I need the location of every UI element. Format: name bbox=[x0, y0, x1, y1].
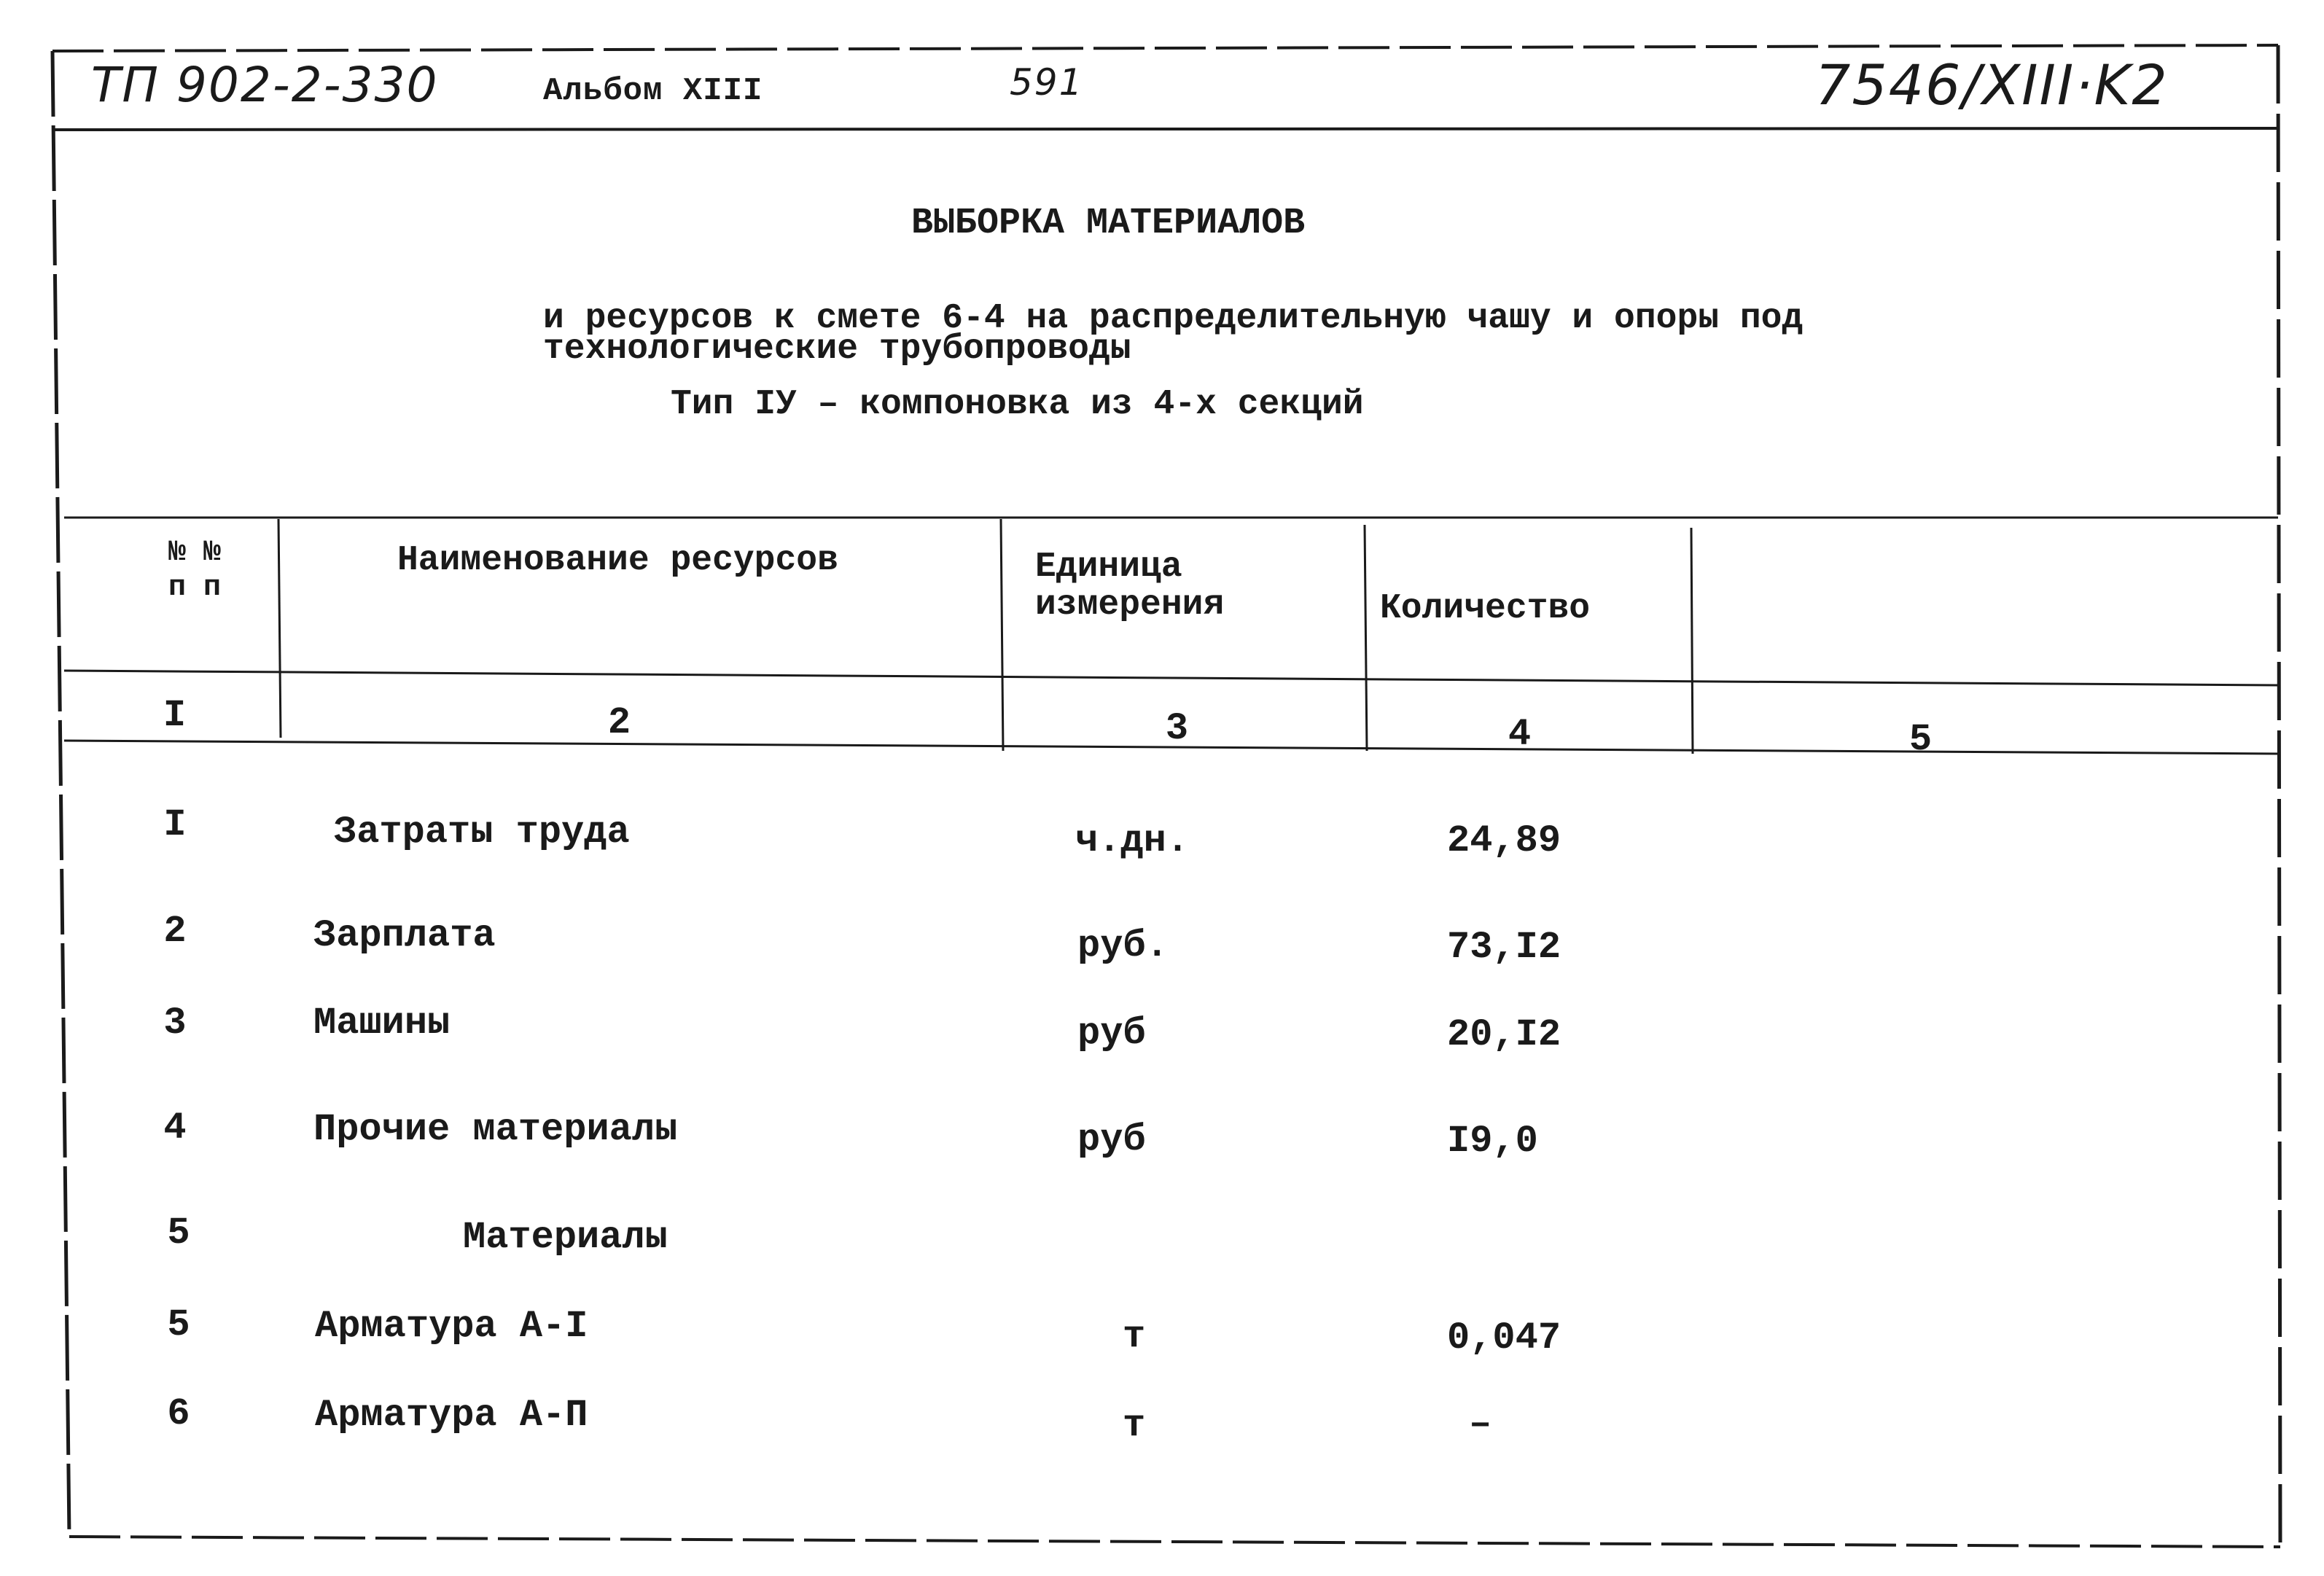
column-number-4: 4 bbox=[1508, 713, 1532, 756]
row-3-quantity: 20,I2 bbox=[1447, 1013, 1561, 1056]
page-number: 591 bbox=[1010, 61, 1084, 104]
row-7-name: Арматура А-П bbox=[315, 1394, 588, 1437]
row-6-quantity: 0,047 bbox=[1447, 1316, 1561, 1360]
col-divider-3 bbox=[1365, 525, 1367, 751]
row-1-unit: ч.дн. bbox=[1075, 819, 1190, 862]
row-3-number: 3 bbox=[163, 1002, 187, 1045]
row-3-name: Машины bbox=[313, 1002, 451, 1045]
column-number-3: 3 bbox=[1165, 707, 1190, 750]
row-4-name: Прочие материалы bbox=[313, 1108, 678, 1151]
row-4-quantity: I9,0 bbox=[1447, 1120, 1538, 1163]
header-resource-name: Наименование ресурсов bbox=[397, 541, 838, 580]
row-4-number: 4 bbox=[163, 1107, 187, 1150]
project-code: ТП 902-2-330 bbox=[91, 57, 439, 113]
row-2-name: Зарплата bbox=[313, 914, 496, 957]
column-number-1: I bbox=[163, 694, 187, 737]
frame-right-line bbox=[2278, 45, 2280, 1549]
row-1-name: Затраты труда bbox=[334, 811, 630, 854]
col-divider-4 bbox=[1691, 528, 1693, 754]
row-6-number: 5 bbox=[167, 1303, 190, 1346]
col-divider-1 bbox=[278, 519, 281, 738]
subtitle-line-3: Тип IУ – компоновка из 4-х секций bbox=[671, 385, 1364, 424]
header-quantity: Количество bbox=[1380, 589, 1591, 628]
row-6-name: Арматура А-I bbox=[315, 1305, 588, 1348]
row-7-unit: т bbox=[1123, 1404, 1146, 1447]
row-6-unit: т bbox=[1123, 1315, 1146, 1358]
header-row-number: № № п п bbox=[168, 537, 221, 604]
col-divider-2 bbox=[1001, 519, 1003, 751]
row-7-number: 6 bbox=[167, 1392, 190, 1435]
column-number-2: 2 bbox=[607, 701, 632, 744]
row-7-quantity: – bbox=[1469, 1403, 1492, 1446]
row-2-quantity: 73,I2 bbox=[1447, 926, 1561, 969]
header-unit: Единица измерения bbox=[1035, 547, 1225, 625]
frame-bottom-line bbox=[69, 1537, 2280, 1547]
document-title: ВЫБОРКА МАТЕРИАЛОВ bbox=[911, 203, 1306, 244]
frame-left-line bbox=[52, 51, 69, 1537]
subtitle-line-2: технологические трубопроводы bbox=[543, 329, 1131, 369]
album-label: Альбом XIII bbox=[543, 73, 763, 109]
header-bottom-line bbox=[64, 671, 2278, 685]
section-heading-materials: Материалы bbox=[463, 1216, 668, 1259]
stamp-separator-line bbox=[55, 128, 2278, 130]
frame-top-line bbox=[52, 45, 2278, 51]
row-2-unit: руб. bbox=[1077, 924, 1169, 967]
row-1-quantity: 24,89 bbox=[1447, 819, 1561, 862]
row-4-unit: руб bbox=[1077, 1118, 1146, 1161]
row-2-number: 2 bbox=[163, 910, 187, 953]
subtitle-line-1: и ресурсов к смете 6-4 на распределительную чашу и опоры под bbox=[543, 299, 1804, 338]
inventory-number: 7546/XIII·K2 bbox=[1815, 52, 2169, 117]
row-5-number: 5 bbox=[167, 1212, 190, 1255]
row-1-number: I bbox=[163, 803, 187, 846]
row-3-unit: руб bbox=[1077, 1012, 1146, 1055]
column-number-5: 5 bbox=[1908, 718, 1933, 761]
